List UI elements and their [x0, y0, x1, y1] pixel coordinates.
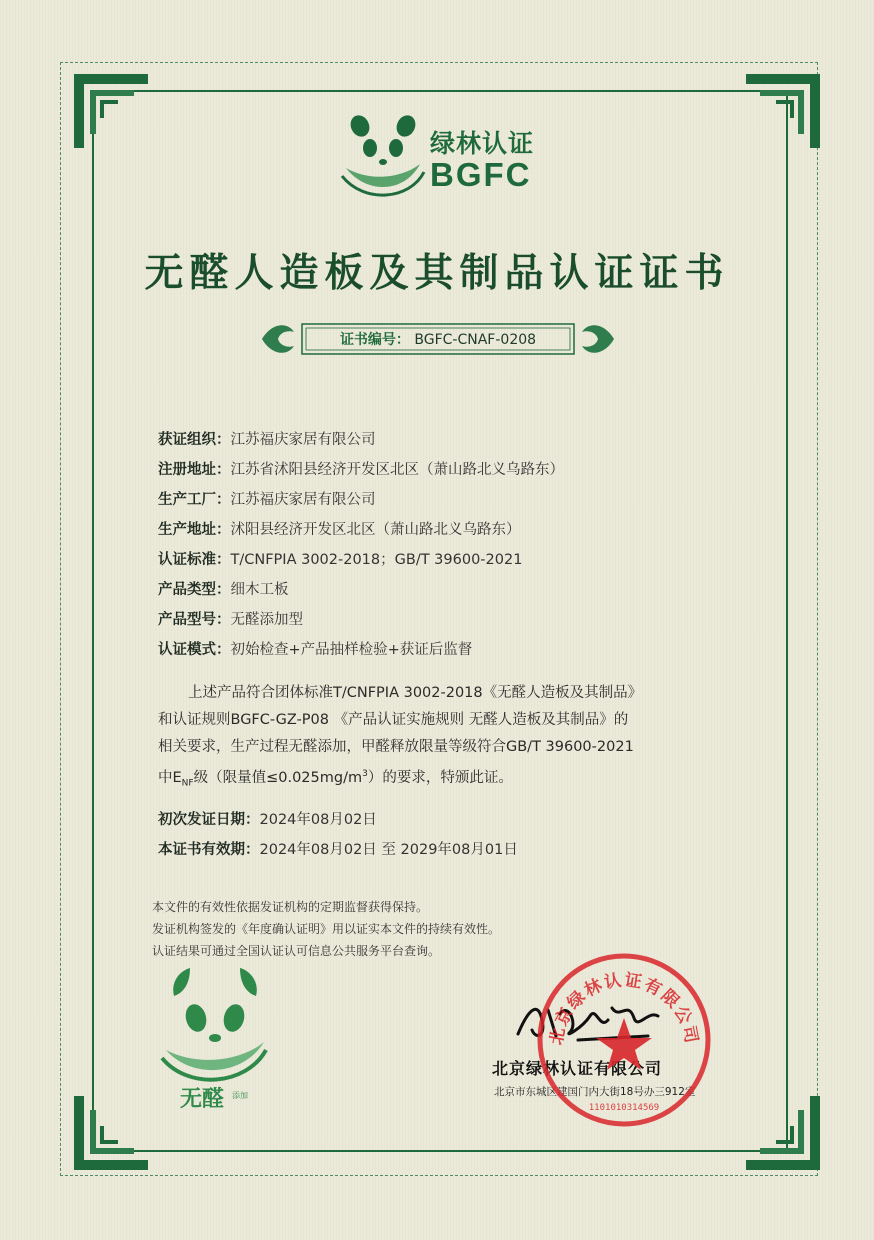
validity-value: 2024年08月02日 至 2029年08月01日 [259, 842, 518, 858]
corner-ornament [746, 74, 820, 148]
field-label: 产品类型： [158, 582, 231, 598]
note-line: 本文件的有效性依据发证机构的定期监督获得保持。 [152, 900, 429, 914]
corner-ornament [746, 1096, 820, 1170]
corner-ornament [74, 1096, 148, 1170]
certificate-number-label: 证书编号： [339, 332, 410, 348]
field-value: 江苏省沭阳县经济开发区北区（萧山路北义乌路东） [230, 462, 564, 478]
note-line: 发证机构签发的《年度确认证明》用以证实本文件的持续有效性。 [152, 922, 501, 936]
field-label: 获证组织： [158, 432, 231, 448]
seal-text: 北京绿林认证有限公司 [546, 970, 702, 1047]
statement-line: 相关要求，生产过程无醛添加，甲醛释放限量等级符合GB/T 39600-2021 [158, 739, 634, 755]
field-label: 生产地址： [158, 522, 231, 538]
field-row [158, 548, 564, 578]
field-value: 江苏福庆家居有限公司 [230, 432, 376, 448]
field-row [158, 428, 564, 458]
validity-label: 本证书有效期： [158, 842, 260, 858]
bottom-logo-text: 无醛 [180, 1087, 225, 1112]
issuer-company: 北京绿林认证有限公司 [492, 1059, 663, 1078]
field-row [158, 638, 564, 668]
statement-line: 和认证规则BGFC-GZ-P08 《产品认证实施规则 无醛人造板及其制品》的 [158, 712, 629, 728]
field-value: 初始检查+产品抽样检验+获证后监督 [230, 642, 473, 658]
panda-leaf-icon [340, 112, 430, 202]
note-line: 认证结果可通过全国认证认可信息公共服务平台查询。 [152, 944, 441, 958]
certificate-number-value: BGFC-CNAF-0208 [414, 332, 537, 348]
bottom-logo-small-text: 添加 [232, 1091, 248, 1100]
certificate-title: 无醛人造板及其制品认证证书 [144, 250, 730, 296]
statement-line: 上述产品符合团体标准T/CNFPIA 3002-2018《无醛人造板及其制品》 [188, 685, 643, 701]
field-label: 注册地址： [158, 462, 231, 478]
statement-line: 中$E_{NF}$级（限量值$\le 0.025mg/m^3$）的要求，特颁此证。 [158, 769, 513, 789]
first-issue-label: 初次发证日期： [158, 812, 260, 828]
field-value: T/CNFPIA 3002-2018；GB/T 39600-2021 [230, 552, 523, 568]
field-row [158, 488, 564, 518]
field-value: 无醛添加型 [230, 612, 303, 628]
issuer-address: 北京市东城区建国门内大街18号办三912室 [494, 1086, 696, 1098]
certificate-number-banner [258, 318, 618, 360]
field-value: 沭阳县经济开发区北区（萧山路北义乌路东） [230, 522, 521, 538]
certificate-info [158, 428, 564, 668]
certificate-dates [158, 808, 518, 868]
first-issue-value: 2024年08月02日 [259, 812, 377, 828]
field-label: 产品型号： [158, 612, 231, 628]
first-issue-row [158, 808, 518, 838]
seal-code: 1101010314569 [588, 1103, 660, 1113]
field-row [158, 458, 564, 488]
validity-notes [152, 896, 500, 962]
logo-chinese-text: 绿林认证 [430, 129, 535, 158]
field-value: 细木工板 [230, 582, 289, 598]
corner-ornament [74, 74, 148, 148]
formaldehyde-free-logo [160, 966, 270, 1116]
logo-english-text: BGFC [430, 156, 532, 193]
panda-leaf-icon [160, 966, 270, 1116]
field-value: 江苏福庆家居有限公司 [230, 492, 376, 508]
field-row [158, 608, 564, 638]
conformity-statement [158, 680, 718, 798]
field-row [158, 578, 564, 608]
field-label: 生产工厂： [158, 492, 231, 508]
field-row [158, 518, 564, 548]
validity-row [158, 838, 518, 868]
field-label: 认证模式： [158, 642, 231, 658]
official-seal-icon [534, 950, 714, 1130]
field-label: 认证标准： [158, 552, 231, 568]
